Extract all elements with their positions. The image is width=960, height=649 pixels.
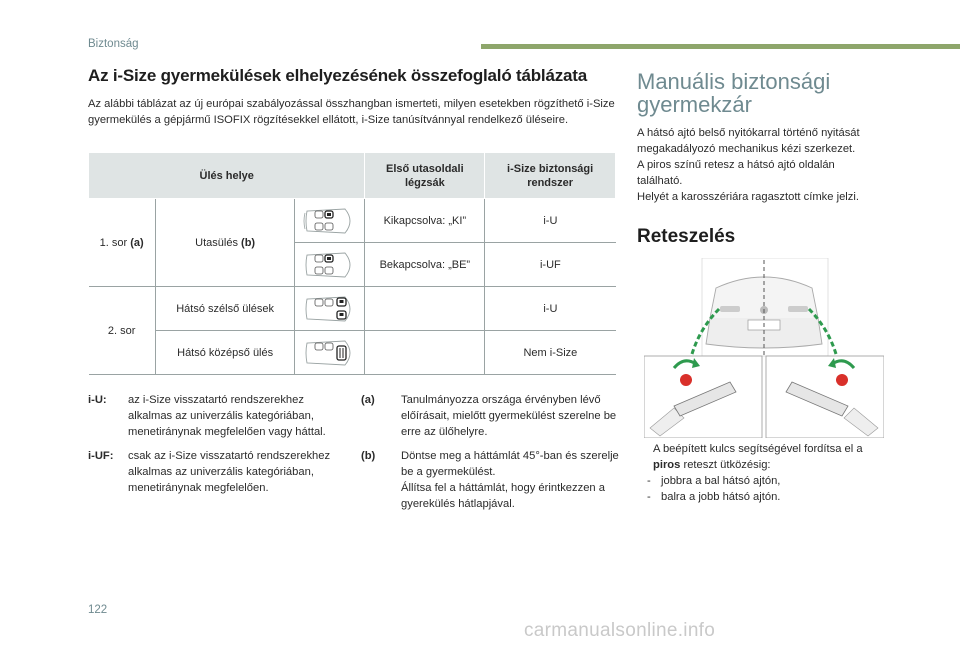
- row1-sub1-system: i-U: [485, 199, 616, 243]
- row1-sub2-airbag: Bekapcsolva: „BE”: [365, 243, 485, 287]
- page-title: Az i-Size gyermekülések elhelyezésének összefoglaló táblázata: [88, 66, 587, 85]
- note-key: (b): [361, 450, 376, 462]
- note-a: [361, 392, 623, 440]
- row2-sub2-seat: Hátsó középső ülés: [155, 331, 295, 375]
- section-description: A hátsó ajtó belső nyitókarral történő nyitását megakadályozó mechanikus kézi szerkezet. A piros színű retesz a hátsó ajtó oldalán található. Helyét a karosszériára ragasztott címke jelzi.: [637, 127, 860, 203]
- header-accent-bar: [481, 44, 960, 49]
- table-row: [89, 199, 616, 243]
- note-b: [361, 448, 623, 512]
- note-text: Döntse meg a háttámlát 45°-ban és szerelje be a gyermekülést. Állítsa fel a háttámlát, hogy érintkezzen a gyerekülés hátlapjával.: [401, 450, 619, 510]
- isize-table: [88, 152, 616, 375]
- watermark: carmanualsonline.info: [524, 620, 716, 641]
- notes-right: [361, 392, 623, 520]
- car-seat-diagram-icon: [301, 335, 359, 371]
- header-system: i-Size biztonsági rendszer: [485, 153, 616, 199]
- list-item: - jobbra a bal hátsó ajtón,: [647, 475, 781, 487]
- child-lock-illustration: [644, 258, 884, 438]
- notes-left: [88, 392, 343, 504]
- note-text: Tanulmányozza országa érvényben lévő előírásait, mielőtt gyermekülést szerelne be erre az ülőhelyre.: [401, 394, 617, 438]
- row1-seat: Utasülés (b): [155, 199, 295, 287]
- seat-diagram-cell: [295, 243, 365, 287]
- seat-diagram-cell: [295, 331, 365, 375]
- section-label: Biztonság: [88, 38, 139, 50]
- row1-label: 1. sor (a): [89, 199, 156, 287]
- row2-label: 2. sor: [89, 287, 156, 375]
- note-key: i-UF:: [88, 450, 114, 462]
- note-text: csak az i-Size visszatartó rendszerekhez alkalmas az univerzális kategóriában, menetiránynak megfelelően.: [128, 450, 331, 494]
- note-iuf: [88, 448, 343, 496]
- door-lock-icon: [644, 356, 762, 438]
- row1-sub2-system: i-UF: [485, 243, 616, 287]
- list-item: - balra a jobb hátsó ajtón.: [647, 491, 781, 503]
- bullet-icon: [637, 441, 653, 473]
- car-seat-diagram-icon: [301, 291, 359, 327]
- seat-diagram-cell: [295, 287, 365, 331]
- row2-sub1-airbag: [365, 287, 485, 331]
- note-text: az i-Size visszatartó rendszerekhez alkalmas az univerzális kategóriában, menetiránynak megfelelően vagy háttal.: [128, 394, 326, 438]
- header-seat: Ülés helye: [89, 153, 365, 199]
- intro-paragraph: Az alábbi táblázat az új európai szabályozással összhangban ismerteti, milyen esetekben rögzíthető i-Size gyermekülés a gépjármű ISOFIX rögzítésekkel ellátott, i-Size tanúsítvánnyal rendelkező üléseire.: [88, 98, 615, 126]
- section-title: Manuális biztonsági gyermekzár: [637, 69, 831, 117]
- subsection-title: Reteszelés: [637, 226, 736, 247]
- seat-diagram-cell: [295, 199, 365, 243]
- car-rear-icon: [702, 258, 828, 356]
- table-header-row: [89, 153, 616, 199]
- door-lock-icon: [766, 356, 884, 438]
- car-seat-diagram-icon: [301, 247, 359, 283]
- row2-sub2-airbag: [365, 331, 485, 375]
- page-number: 122: [88, 604, 108, 616]
- note-key: i-U:: [88, 394, 107, 406]
- header-airbag: Első utasoldali légzsák: [365, 153, 485, 199]
- row2-sub1-seat: Hátsó szélső ülések: [155, 287, 295, 331]
- car-seat-diagram-icon: [301, 203, 359, 239]
- row1-sub1-airbag: Kikapcsolva: „KI”: [365, 199, 485, 243]
- table-row: [89, 331, 616, 375]
- table-row: [89, 287, 616, 331]
- instruction-list: [637, 441, 887, 505]
- note-iu: [88, 392, 343, 440]
- list-item: A beépített kulcs segítségével fordítsa el a piros reteszt ütközésig:: [637, 441, 887, 473]
- note-key: (a): [361, 394, 375, 406]
- row2-sub2-system: Nem i-Size: [485, 331, 616, 375]
- row2-sub1-system: i-U: [485, 287, 616, 331]
